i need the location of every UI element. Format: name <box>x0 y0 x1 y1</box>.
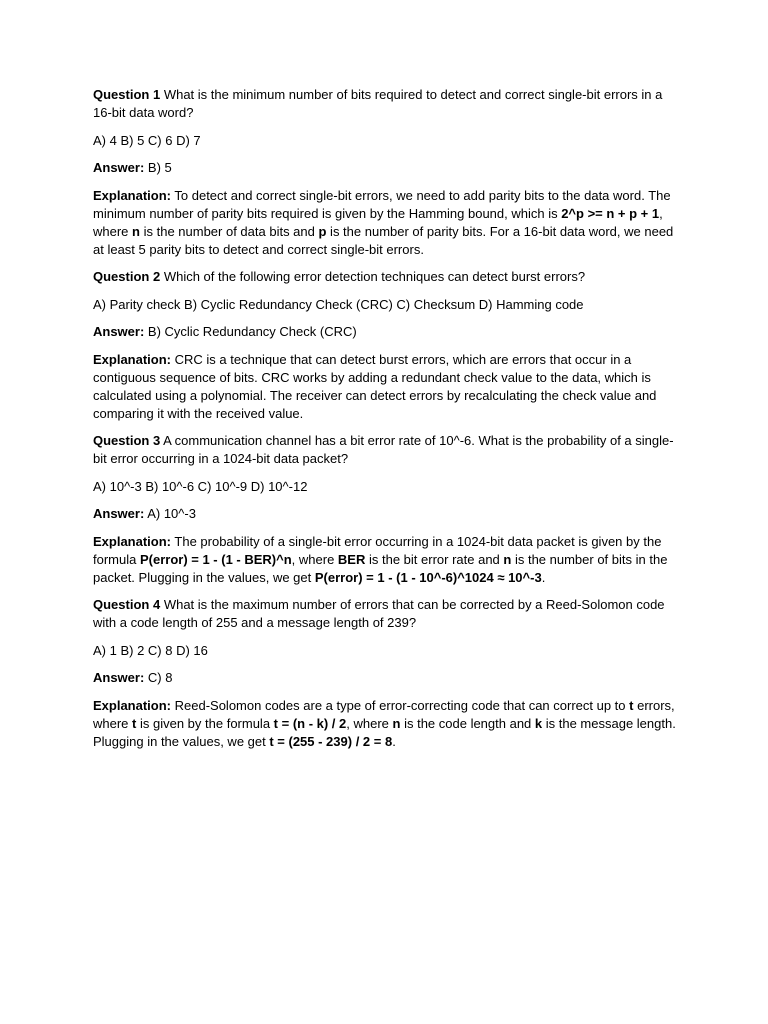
question-options: A) 4 B) 5 C) 6 D) 7 <box>93 132 201 148</box>
emphasis-term: P(error) = 1 - (1 - BER)^n <box>139 551 292 567</box>
question-label: Question 3 <box>93 433 161 448</box>
explanation-run: Reed-Solomon codes are a type of error-correcting code that can correct up to <box>171 697 630 713</box>
emphasis-term: n <box>503 551 512 567</box>
question-prompt <box>93 86 678 122</box>
emphasis-term: 2^p >= n + p + 1 <box>561 205 660 221</box>
explanation-text <box>93 352 656 421</box>
answer-line <box>93 505 678 523</box>
emphasis-term: n <box>392 715 401 731</box>
question-options: A) 1 B) 2 C) 8 D) 16 <box>93 642 208 658</box>
answer-line <box>93 323 678 341</box>
explanation-run: , where <box>291 551 338 567</box>
explanation-run: . <box>541 569 546 585</box>
explanation-label: Explanation: <box>93 351 172 367</box>
emphasis-term: t = (n - k) / 2 <box>273 715 347 731</box>
explanation-run: errors, where <box>93 697 675 731</box>
question-text: A communication channel has a bit error rate of 10^-6. What is the probability of a single-bit error occurring in a 1024-bit data packet? <box>93 433 674 466</box>
explanation-run: is the number of bits in the packet. Plugging in the values, we get <box>93 551 668 585</box>
question-block <box>93 268 678 423</box>
explanation-paragraph <box>93 697 678 751</box>
question-text: What is the maximum number of errors that can be corrected by a Reed-Solomon code with a code length of 255 and a message length of 239? <box>93 597 665 630</box>
explanation-text <box>93 534 667 585</box>
emphasis-term: BER <box>337 551 366 567</box>
answer-label: Answer: <box>93 160 145 175</box>
answer-text: B) Cyclic Redundancy Check (CRC) <box>147 324 357 339</box>
explanation-run: is the message length. Plugging in the values, we get <box>93 715 676 749</box>
answer-text: B) 5 <box>147 160 172 175</box>
explanation-run: is the bit error rate and <box>365 551 504 567</box>
explanation-text <box>93 188 673 257</box>
question-label: Question 4 <box>93 597 161 612</box>
explanation-label: Explanation: <box>93 533 172 549</box>
explanation-text <box>93 698 676 749</box>
explanation-run: , where <box>93 205 663 239</box>
question-prompt <box>93 268 678 286</box>
emphasis-term: t = (255 - 239) / 2 = 8 <box>269 733 393 749</box>
question-text: What is the minimum number of bits required to detect and correct single-bit errors in a 16-bit data word? <box>93 87 663 120</box>
explanation-run: . <box>392 733 396 749</box>
answer-line <box>93 669 678 687</box>
explanation-paragraph <box>93 187 678 259</box>
question-label: Question 2 <box>93 269 161 284</box>
answer-text: A) 10^-3 <box>147 506 196 521</box>
answer-line <box>93 159 678 177</box>
explanation-paragraph <box>93 533 678 587</box>
question-block <box>93 86 678 259</box>
answer-label: Answer: <box>93 670 145 685</box>
emphasis-term: p <box>318 223 327 239</box>
explanation-label: Explanation: <box>93 187 172 203</box>
question-block <box>93 432 678 587</box>
explanation-paragraph <box>93 351 678 423</box>
emphasis-term: t <box>132 715 137 731</box>
question-prompt <box>93 596 678 632</box>
question-text: Which of the following error detection techniques can detect burst errors? <box>163 269 586 284</box>
emphasis-term: P(error) = 1 - (1 - 10^-6)^1024 ≈ 10^-3 <box>314 569 542 585</box>
explanation-run: , where <box>346 715 393 731</box>
explanation-run: CRC is a technique that can detect burst errors, which are errors that occur in a contiguous sequence of bits. CRC works by adding a redundant check value to the data, which is calculated using a polynomial. The receiver can detect errors by recalculating the check value and comparing it with the received value. <box>93 351 657 421</box>
explanation-run: To detect and correct single-bit errors, we need to add parity bits to the data word. The minimum number of parity bits required is given by the Hamming bound, which is <box>93 187 671 221</box>
question-prompt <box>93 432 678 468</box>
document-page <box>93 86 678 760</box>
emphasis-term: n <box>132 223 140 239</box>
explanation-run: The probability of a single-bit error occurring in a 1024-bit data packet is given by the formula <box>93 533 662 567</box>
emphasis-term: k <box>534 715 543 731</box>
explanation-run: is given by the formula <box>136 715 274 731</box>
emphasis-term: t <box>629 697 634 713</box>
question-block <box>93 596 678 751</box>
question-options: A) Parity check B) Cyclic Redundancy Check (CRC) C) Checksum D) Hamming code <box>93 296 584 312</box>
explanation-run: is the number of data bits and <box>139 223 319 239</box>
answer-label: Answer: <box>93 324 145 339</box>
explanation-label: Explanation: <box>93 697 172 713</box>
answer-label: Answer: <box>93 506 145 521</box>
answer-text: C) 8 <box>147 670 173 685</box>
question-options: A) 10^-3 B) 10^-6 C) 10^-9 D) 10^-12 <box>93 478 308 494</box>
question-label: Question 1 <box>93 87 161 102</box>
explanation-run: is the code length and <box>400 715 535 731</box>
explanation-run: is the number of parity bits. For a 16-bit data word, we need at least 5 parity bits to detect and correct single-bit errors. <box>93 223 674 257</box>
